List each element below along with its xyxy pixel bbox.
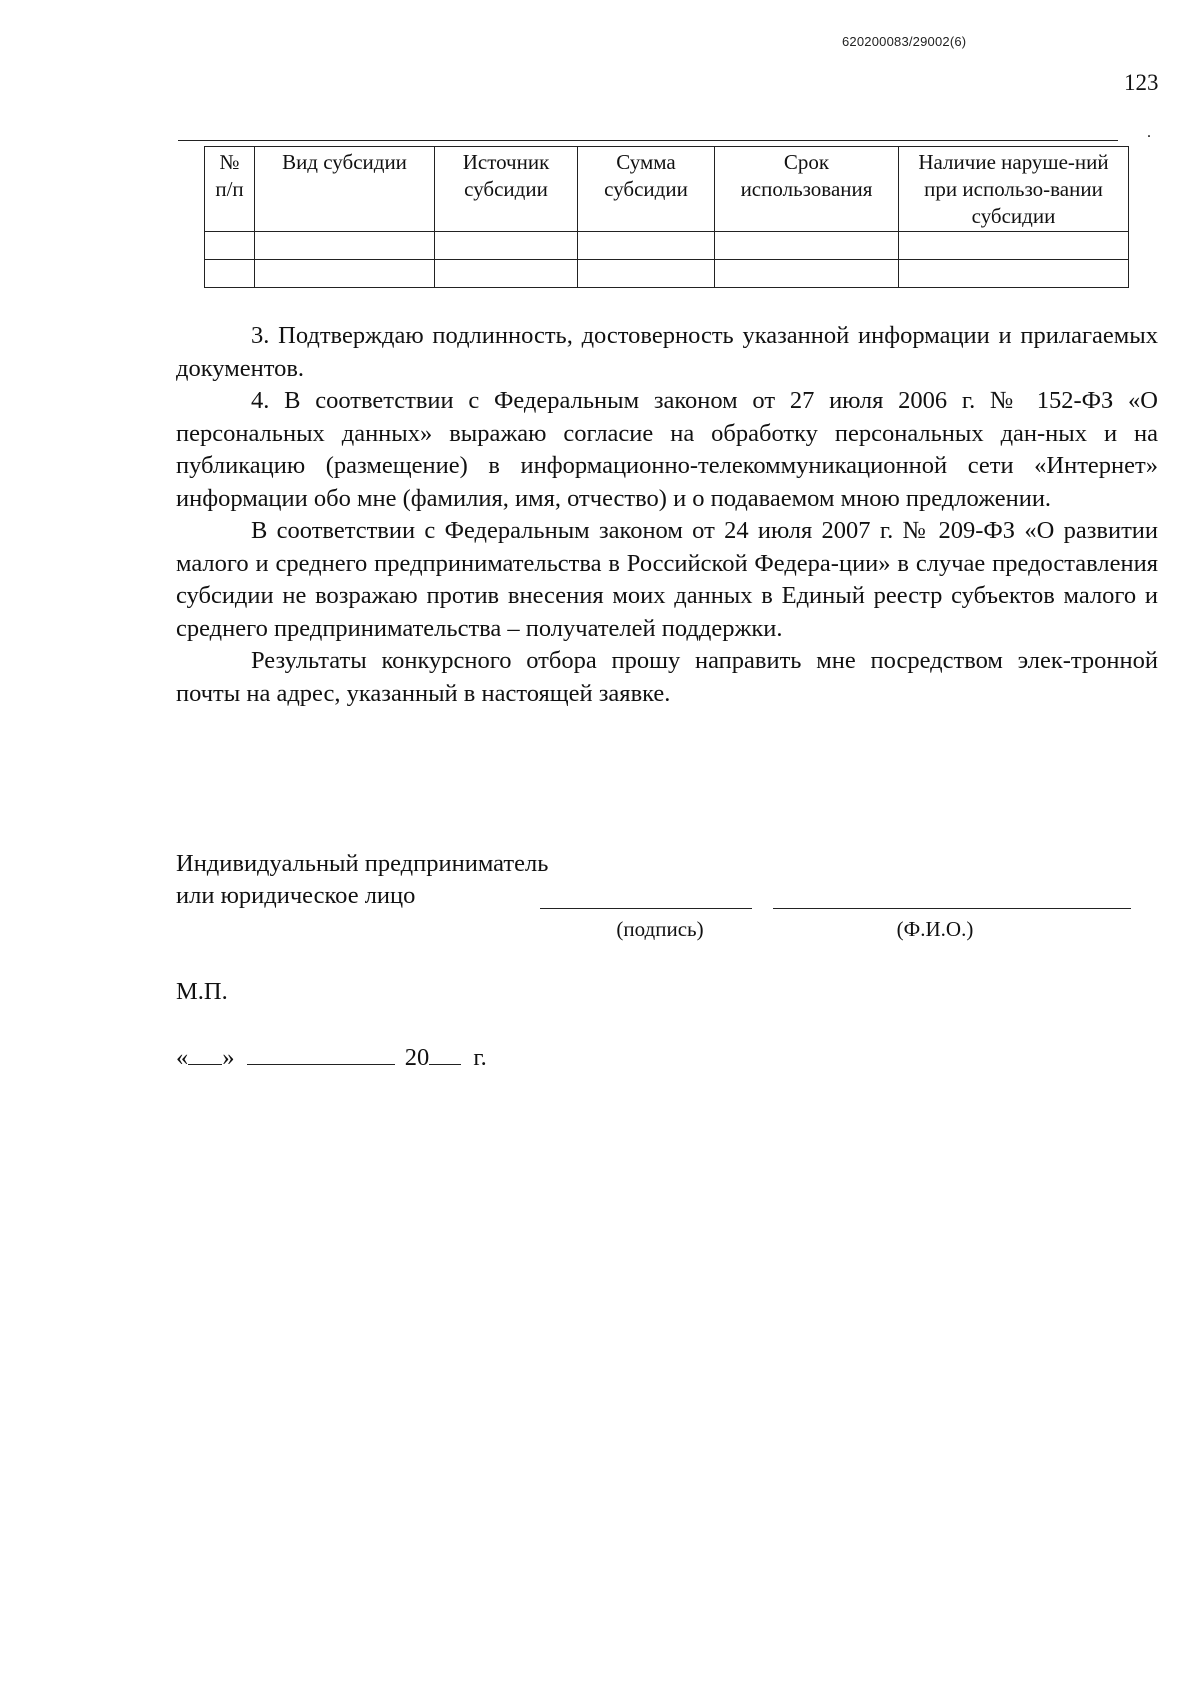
table-cell bbox=[899, 260, 1129, 288]
table-cell bbox=[715, 260, 899, 288]
date-close-quote: » bbox=[222, 1044, 235, 1071]
paragraph-authenticity: 3. Подтверждаю подлинность, достоверность указанной информации и прилагаемых документов. bbox=[176, 322, 1158, 382]
stamp-label: М.П. bbox=[176, 978, 228, 1005]
signatory-label-line1: Индивидуальный предприниматель bbox=[176, 850, 549, 877]
table-cell bbox=[255, 232, 435, 260]
date-line bbox=[176, 1042, 487, 1072]
page-number: 123 bbox=[1124, 70, 1159, 95]
body-text bbox=[176, 320, 1158, 710]
table-cell bbox=[715, 232, 899, 260]
table-cell bbox=[255, 260, 435, 288]
col-header-violations: Наличие наруше-ний при использо-вании субсидии bbox=[899, 147, 1129, 232]
day-blank bbox=[188, 1042, 222, 1065]
col-header-subsidy-type: Вид субсидии bbox=[255, 147, 435, 232]
top-dot: . bbox=[1147, 124, 1151, 141]
table-cell bbox=[205, 232, 255, 260]
subsidy-table bbox=[204, 146, 1129, 288]
table-cell bbox=[578, 232, 715, 260]
document-id: 620200083/29002(6) bbox=[842, 34, 967, 49]
table-row bbox=[205, 232, 1129, 260]
year-blank bbox=[429, 1042, 461, 1065]
full-name-line bbox=[773, 908, 1131, 909]
table-cell bbox=[578, 260, 715, 288]
table-cell bbox=[205, 260, 255, 288]
paragraph-registry-consent: В соответствии с Федеральным законом от 24 июля 2007 г. № 209-ФЗ «О развитии малого и среднего предпринимательства в Российской Федера-ции» в случае предоставления субсидии не возражаю против внесения моих данных в Единый реестр субъектов малого и среднего предпринимательства – получателей поддержки. bbox=[176, 517, 1158, 642]
paragraph-results-delivery: Результаты конкурсного отбора прошу направить мне посредством элек-тронной почты на адрес, указанный в настоящей заявке. bbox=[176, 647, 1158, 707]
table-cell bbox=[435, 260, 578, 288]
col-header-subsidy-amount: Сумма субсидии bbox=[578, 147, 715, 232]
table-row bbox=[205, 260, 1129, 288]
signature-line bbox=[540, 908, 752, 909]
signature-caption: (подпись) bbox=[616, 917, 704, 941]
year-prefix: 20 bbox=[404, 1044, 430, 1071]
full-name-caption: (Ф.И.О.) bbox=[896, 917, 974, 941]
col-header-number: № п/п bbox=[205, 147, 255, 232]
table-cell bbox=[899, 232, 1129, 260]
paragraph-personal-data-consent: 4. В соответствии с Федеральным законом от 27 июля 2006 г. № 152-ФЗ «О персональных данных» выражаю согласие на обработку персональных дан-ных и на публикацию (размещение) в информационно-телекоммуникационной сети «Интернет» информации обо мне (фамилия, имя, отчество) и о подаваемом мною предложении. bbox=[176, 387, 1158, 512]
date-open-quote: « bbox=[176, 1044, 189, 1071]
signatory-label-line2: или юридическое лицо bbox=[176, 882, 416, 909]
table-header-row bbox=[205, 147, 1129, 232]
top-rule bbox=[178, 140, 1118, 141]
col-header-usage-period: Срок использования bbox=[715, 147, 899, 232]
table-cell bbox=[435, 232, 578, 260]
year-suffix: г. bbox=[473, 1044, 487, 1071]
month-blank bbox=[247, 1042, 395, 1065]
col-header-subsidy-source: Источник субсидии bbox=[435, 147, 578, 232]
